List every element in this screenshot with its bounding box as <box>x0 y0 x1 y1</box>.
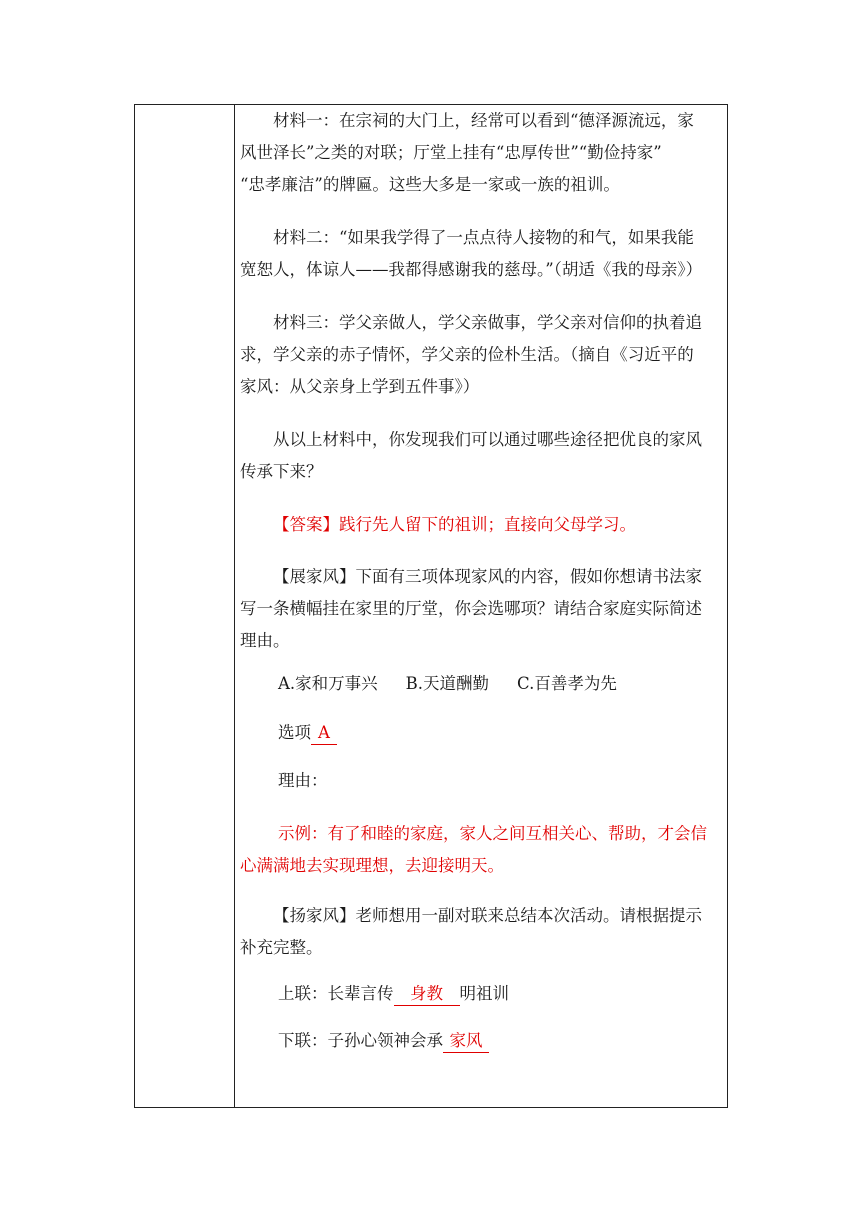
material2-line2: 宽恕人，体谅人——我都得感谢我的慈母。”（胡适《我的母亲》） <box>240 260 703 279</box>
option-b: B.天道酬勤 <box>405 674 490 693</box>
question-line2: 传承下来？ <box>240 462 323 481</box>
content-cell <box>240 105 727 1107</box>
choice-row <box>240 717 758 749</box>
zhanjiafeng-line3: 理由。 <box>240 631 290 650</box>
example-line2: 心满满地去实现理想，去迎接明天。 <box>240 856 504 875</box>
material3-line3: 家风：从父亲身上学到五件事》） <box>240 377 480 396</box>
material1-line3: “忠孝廉洁”的牌匾。这些大多是一家或一族的祖训。 <box>240 175 620 194</box>
upper-couplet <box>240 978 758 1010</box>
upper-couplet-suffix: 明祖训 <box>459 984 509 1003</box>
material2-line1: 材料二：“如果我学得了一点点待人接物的和气，如果我能 <box>273 228 694 247</box>
lesson-table <box>134 104 728 1108</box>
lower-couplet <box>240 1025 758 1057</box>
lower-couplet-prefix: 下联：子孙心领神会承 <box>278 1031 443 1050</box>
material1-line2: 风世泽长”之类的对联；厅堂上挂有“忠厚传世”“勤俭持家” <box>240 143 662 162</box>
zhanjiafeng-line2: 写一条横幅挂在家里的厅堂，你会选哪项？请结合家庭实际简述 <box>240 599 702 618</box>
upper-couplet-prefix: 上联：长辈言传 <box>278 984 394 1003</box>
material3-line2: 求，学父亲的赤子情怀，学父亲的俭朴生活。（摘自《习近平的 <box>240 345 694 364</box>
option-a: A.家和万事兴 <box>278 674 378 693</box>
example-line1: 示例：有了和睦的家庭，家人之间互相关心、帮助，才会信 <box>278 824 707 843</box>
yangjiafeng-line1: 【扬家风】老师想用一副对联来总结本次活动。请根据提示 <box>273 906 702 925</box>
material3-line1: 材料三：学父亲做人，学父亲做事，学父亲对信仰的执着追 <box>273 313 702 332</box>
question-line1: 从以上材料中，你发现我们可以通过哪些途径把优良的家风 <box>273 430 702 449</box>
choice-label: 选项 <box>278 723 311 742</box>
choice-answer: A <box>311 722 337 745</box>
yangjiafeng-line2: 补充完整。 <box>240 938 323 957</box>
reason-label: 理由： <box>278 771 328 790</box>
column-divider <box>234 105 235 1107</box>
upper-couplet-answer: 身教 <box>394 983 460 1006</box>
lower-couplet-answer: 家风 <box>443 1030 489 1053</box>
options-row <box>240 668 758 700</box>
material1-line1: 材料一：在宗祠的大门上，经常可以看到“德泽源流远，家 <box>273 111 694 130</box>
zhanjiafeng-line1: 【展家风】下面有三项体现家风的内容，假如你想请书法家 <box>273 567 702 586</box>
answer-text: 【答案】践行先人留下的祖训；直接向父母学习。 <box>273 515 636 534</box>
option-c: C.百善孝为先 <box>517 674 617 693</box>
